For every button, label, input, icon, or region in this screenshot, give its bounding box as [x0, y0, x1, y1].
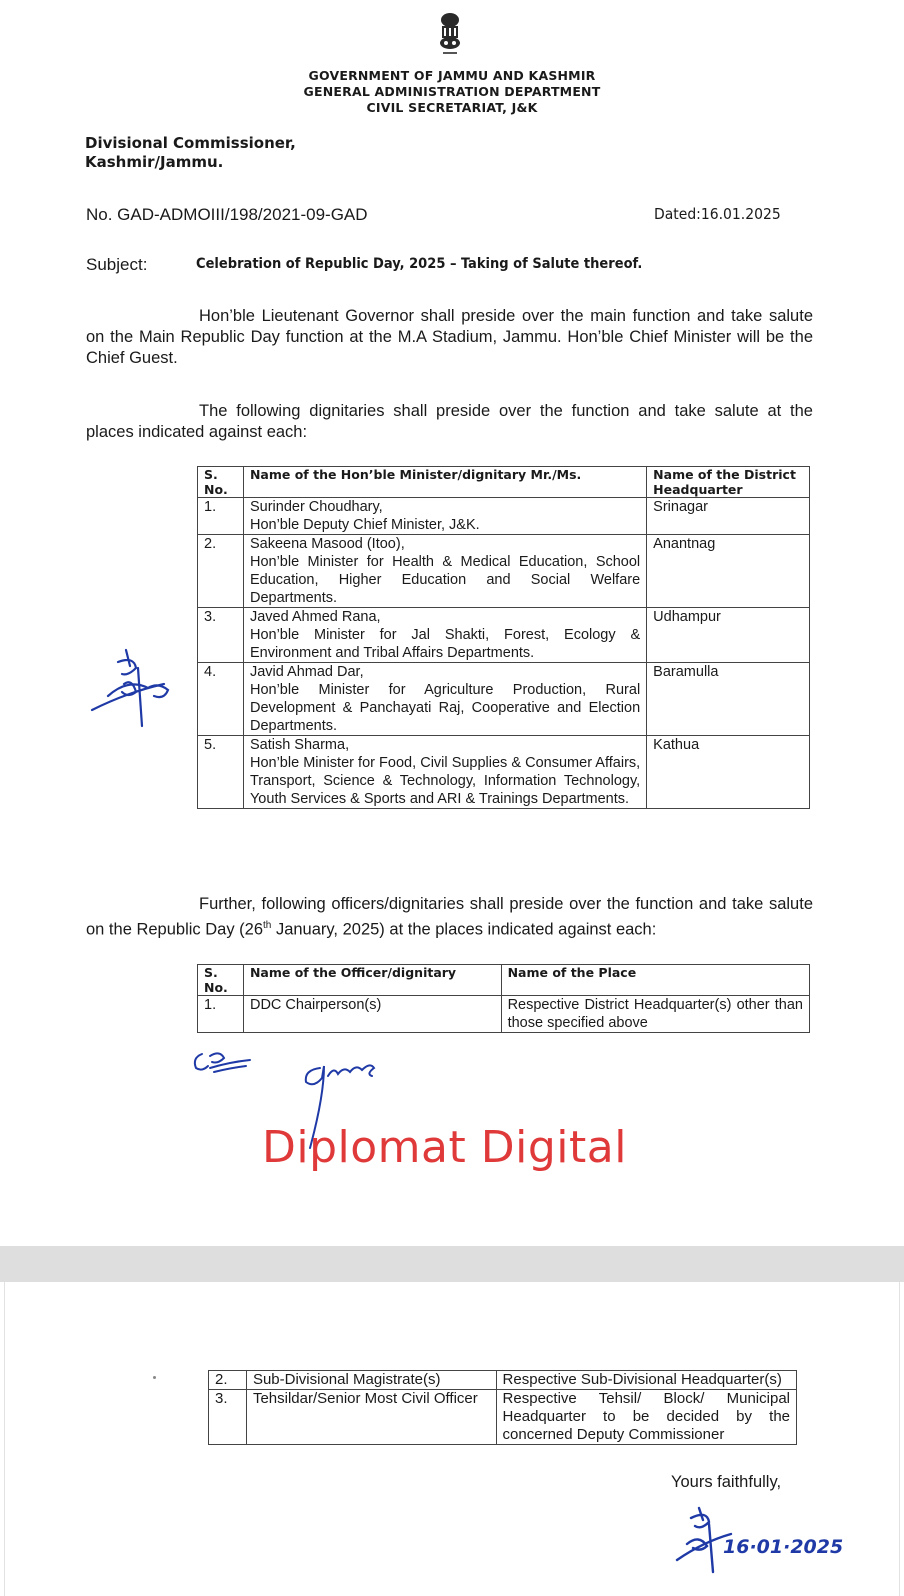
header-name: Name of the Hon’ble Minister/dignitary Mr./Ms.: [243, 467, 646, 498]
cell-name: Surinder Choudhary, Hon’ble Deputy Chief Minister, J&K.: [243, 498, 646, 535]
officers-table-continued: [208, 1370, 797, 1445]
header-sno: S. No.: [198, 467, 244, 498]
cell-officer: DDC Chairperson(s): [243, 996, 501, 1033]
reference-date: Dated:16.01.2025: [654, 205, 781, 223]
cell-name: Satish Sharma, Hon’ble Minister for Food, Civil Supplies & Consumer Affairs, Transport, Science & Technology, Information Technology, Youth Services & Sports and ARI & Trainings Departments.: [243, 736, 646, 809]
table-row: [209, 1371, 797, 1390]
reference-number: No. GAD-ADMOIII/198/2021-09-GAD: [86, 205, 368, 224]
letterhead-department: GENERAL ADMINISTRATION DEPARTMENT: [303, 84, 601, 99]
dignitaries-table: [197, 466, 810, 809]
letterhead-secretariat: CIVIL SECRETARIAT, J&K: [366, 100, 538, 115]
cell-name: Sakeena Masood (Itoo), Hon’ble Minister for Health & Medical Education, School Education, Higher Education and Social Welfare Departments.: [243, 535, 646, 608]
paragraph-main-function: Hon’ble Lieutenant Governor shall preside over the main function and take salute on the Main Republic Day function at the M.A Stadium, Jammu. Hon’ble Chief Minister will be the Chief Guest.: [86, 307, 813, 367]
signature-date: 16·01·2025: [723, 1536, 844, 1558]
cell-sno: 2.: [198, 535, 244, 608]
header-place: Name of the Place: [501, 965, 809, 996]
header-district: Name of the District Headquarter: [647, 467, 810, 498]
initials-signature-icon: [190, 1044, 260, 1078]
cell-place: Respective Tehsil/ Block/ Municipal Headquarter to be decided by the concerned Deputy Commissioner: [496, 1390, 796, 1445]
cell-district: Anantnag: [647, 535, 810, 608]
cell-district: Udhampur: [647, 608, 810, 663]
addressee-line-1: Divisional Commissioner,: [85, 134, 296, 152]
table-row: [198, 498, 810, 535]
table-row: [198, 663, 810, 736]
cell-place: Respective Sub-Divisional Headquarter(s): [496, 1371, 796, 1390]
cell-officer: Sub-Divisional Magistrate(s): [246, 1371, 496, 1390]
cell-sno: 1.: [198, 996, 244, 1033]
cell-name: Javid Ahmad Dar, Hon’ble Minister for Agriculture Production, Rural Development & Panchayati Raj, Cooperative and Election Departments.: [243, 663, 646, 736]
cell-place: Respective District Headquarter(s) other than those specified above: [501, 996, 809, 1033]
table-header-row: [198, 965, 810, 996]
closing-text: Yours faithfully,: [671, 1473, 782, 1491]
header-sno: S. No.: [198, 965, 244, 996]
officers-table: [197, 964, 810, 1033]
cell-officer: Tehsildar/Senior Most Civil Officer: [246, 1390, 496, 1445]
cell-sno: 3.: [209, 1390, 247, 1445]
stray-dot: [153, 1376, 156, 1379]
table-row: [209, 1390, 797, 1445]
subject-text: Celebration of Republic Day, 2025 – Taking of Salute thereof.: [196, 256, 643, 272]
document-page-2: [4, 1282, 900, 1596]
margin-signature-icon: [88, 648, 178, 728]
table-row: [198, 736, 810, 809]
cell-sno: 5.: [198, 736, 244, 809]
paragraph-dignitaries-intro: The following dignitaries shall preside over the function and take salute at the places indicated against each:: [86, 402, 813, 441]
cell-sno: 1.: [198, 498, 244, 535]
letterhead-government: GOVERNMENT OF JAMMU AND KASHMIR: [308, 68, 596, 83]
table-header-row: [198, 467, 810, 498]
cell-sno: 2.: [209, 1371, 247, 1390]
cell-sno: 4.: [198, 663, 244, 736]
cell-name: Javed Ahmed Rana, Hon’ble Minister for Jal Shakti, Forest, Ecology & Environment and Tribal Affairs Departments.: [243, 608, 646, 663]
cell-district: Baramulla: [647, 663, 810, 736]
table-row: [198, 608, 810, 663]
table-row: [198, 996, 810, 1033]
paragraph-officers-intro: Further, following officers/dignitaries shall preside over the function and take salute on the Republic Day (26th January, 2025) at the places indicated against each:: [86, 895, 813, 939]
page-separator: [0, 1246, 904, 1282]
watermark-text: Diplomat Digital: [262, 1122, 627, 1173]
table-row: [198, 535, 810, 608]
state-emblem-icon: [430, 10, 470, 60]
addressee-line-2: Kashmir/Jammu.: [85, 153, 224, 171]
cell-sno: 3.: [198, 608, 244, 663]
cell-district: Srinagar: [647, 498, 810, 535]
cell-district: Kathua: [647, 736, 810, 809]
header-officer: Name of the Officer/dignitary: [243, 965, 501, 996]
subject-label: Subject:: [86, 255, 148, 274]
